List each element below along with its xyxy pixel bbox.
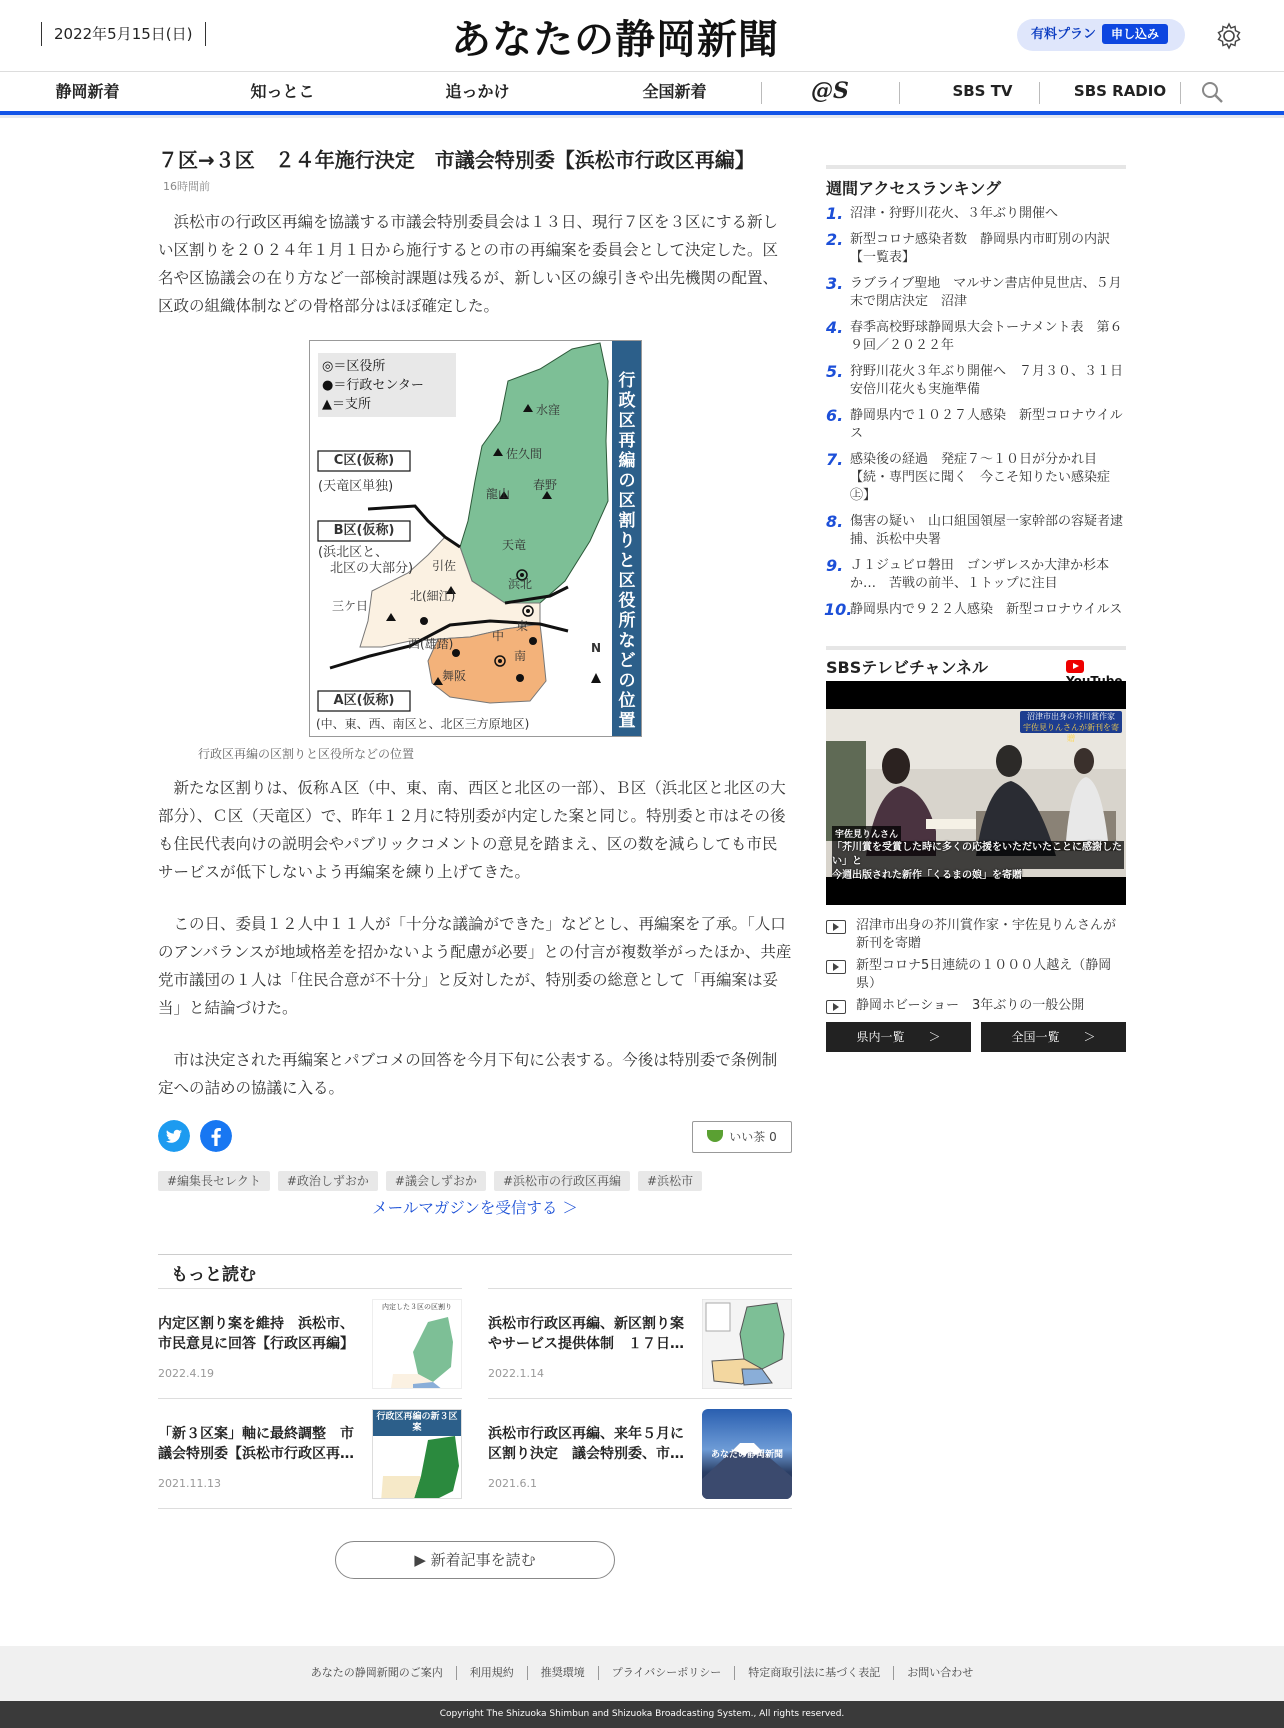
paid-plan-button[interactable] xyxy=(1017,19,1185,51)
footer-link-commerce[interactable]: 特定商取引法に基づく表記 xyxy=(734,1666,893,1680)
nav-at-s-logo[interactable]: @S xyxy=(811,78,849,104)
video-subtitle xyxy=(832,841,1124,883)
video-icon xyxy=(826,1000,846,1014)
copyright: Copyright The Shizuoka Shimbun and Shizuoka Broadcasting System., All rights reserved. xyxy=(0,1701,1284,1728)
rank-title: 沼津・狩野川花火、３年ぶり開催へ xyxy=(850,206,1059,221)
read-more-date: 2021.11.13 xyxy=(158,1477,221,1490)
article xyxy=(158,146,792,1569)
nav-shizuoka-new[interactable]: 静岡新着 xyxy=(55,82,120,101)
map-b-desc-line1: (浜北区と、 xyxy=(318,545,389,560)
map-b-label: B区(仮称) xyxy=(333,523,395,538)
rank-title: ラブライブ聖地 マルサン書店仲見世店、５月末で閉店決定 沼津 xyxy=(850,276,1122,309)
article-time-ago: 16時間前 xyxy=(163,180,210,193)
video-title: 新型コロナ5日連続の１０００人越え（静岡県） xyxy=(856,958,1112,991)
map-place-label: 春野 xyxy=(533,478,558,492)
rank-number: 1. xyxy=(826,204,844,223)
read-more-date: 2022.4.19 xyxy=(158,1367,214,1380)
rank-title: 春季高校野球静岡県大会トーナメント表 第６９回／２０２２年 xyxy=(850,320,1123,353)
thumbnail-map xyxy=(373,1436,462,1499)
video-banner xyxy=(1020,711,1122,743)
tag-assembly[interactable]: #議会しずおか xyxy=(386,1171,486,1191)
prefecture-list-label: 県内一覧 xyxy=(856,1030,905,1044)
nav-national-new[interactable]: 全国新着 xyxy=(642,82,707,101)
iicha-label: いい茶 xyxy=(729,1130,766,1144)
sidebar xyxy=(824,165,1126,1044)
figure-caption: 行政区再編の区割りと区役所などの位置 xyxy=(198,747,415,761)
map-a-desc: (中、東、西、南区と、北区三方原地区) xyxy=(316,717,530,731)
ranking-top-bar xyxy=(826,165,1126,169)
national-list-label: 全国一覧 xyxy=(1011,1030,1060,1044)
thumbnail-caption: あなたの静岡新聞 xyxy=(710,1450,783,1460)
nav-divider xyxy=(899,82,900,104)
rank-title: 新型コロナ感染者数 静岡県内市町別の内訳【一覧表】 xyxy=(850,232,1111,265)
map-place-label: 佐久間 xyxy=(506,447,543,461)
video-title: 沼津市出身の芥川賞作家・宇佐見りんさんが新刊を寄贈 xyxy=(856,918,1117,951)
footer-link-contact[interactable]: お問い合わせ xyxy=(893,1666,986,1680)
read-more-date: 2021.6.1 xyxy=(488,1477,537,1490)
map-b-desc xyxy=(318,545,413,577)
rank-number: 7. xyxy=(826,450,844,469)
read-more-title: 浜松市行政区再編、来年５月に区割り決定 議会特別委、市… xyxy=(488,1426,684,1462)
rank-number: 9. xyxy=(826,556,844,575)
map-a-label: A区(仮称) xyxy=(333,693,395,708)
read-more-thumbnail xyxy=(702,1409,792,1499)
tag-editor-select[interactable]: #編集長セレクト xyxy=(158,1171,270,1191)
tag-list xyxy=(158,1170,792,1191)
tag-politics[interactable]: #政治しずおか xyxy=(278,1171,378,1191)
rank-number: 10. xyxy=(824,600,853,619)
read-more-thumbnail xyxy=(702,1299,792,1389)
facebook-icon[interactable] xyxy=(200,1120,232,1152)
map-place-label: 南 xyxy=(514,649,527,663)
site-logo[interactable]: あなたの静岡新聞 xyxy=(451,16,779,63)
rank-number: 3. xyxy=(826,274,844,293)
read-more-title: 「新３区案」軸に最終調整 市議会特別委【浜松市行政区再… xyxy=(158,1426,354,1462)
nav-divider xyxy=(1180,82,1181,104)
map-place-label: 西(雄踏) xyxy=(408,637,454,651)
footer-link-terms[interactable]: 利用規約 xyxy=(456,1666,527,1680)
national-list-button[interactable] xyxy=(981,1022,1126,1052)
video-title: 静岡ホビーショー 3年ぶりの一般公開 xyxy=(856,998,1085,1013)
read-more-thumbnail xyxy=(372,1409,462,1499)
nav-sbs-radio[interactable]: SBS RADIO xyxy=(1073,82,1167,100)
rank-title: 感染後の経過 発症７～１０日が分かれ目【続・専門医に聞く 今こそ知りたい感染症㊤】 xyxy=(850,452,1111,503)
thumbnail-map xyxy=(373,1312,462,1389)
article-paragraph: 浜松市の行政区再編を協議する市議会特別委員会は１３日、現行７区を３区にする新しい区割りを２０２４年１月１日から施行するとの市の再編案を委員会として決定した。区名や区協議会の在り方など一部検討課題は残るが、新しい区の線引きや出先機関の配置、区政の組織体制などの骨格部分はほぼ確定した。 xyxy=(158,213,779,315)
apply-label: 申し込み xyxy=(1102,24,1168,44)
district-map-figure[interactable] xyxy=(309,340,642,737)
map-side-title: 行政区再編の区割りと区役所などの位置 xyxy=(618,371,636,731)
paid-plan-label: 有料プラン xyxy=(1031,27,1097,42)
chevron-right-icon: ＞ xyxy=(1083,1030,1096,1044)
read-more-title: 浜松市行政区再編、新区割り案やサービス提供体制 １７日… xyxy=(488,1316,684,1352)
map-legend xyxy=(322,357,424,414)
article-paragraph: 新たな区割りは、仮称Ａ区（中、東、南、西区と北区の一部）、Ｂ区（浜北区と北区の大部分）、Ｃ区（天竜区）で、昨年１２月に特別委が内定した案と同じ。特別委と市はその後も住民代表向けの説明会やパブリックコメントの意見を踏まえ、区の数を減らしても市民サービスが低下しないよう再編案を練り上げてきた。 xyxy=(158,779,786,881)
prefecture-list-button[interactable] xyxy=(826,1022,971,1052)
video-banner-line2: 宇佐見りんさんが新刊を寄贈 xyxy=(1023,723,1119,743)
map-place-label: 水窪 xyxy=(536,403,561,417)
tag-hamamatsu-ward[interactable]: #浜松市の行政区再編 xyxy=(494,1171,630,1191)
main-nav xyxy=(0,71,1284,111)
read-more-date: 2022.1.14 xyxy=(488,1367,544,1380)
thumbnail-caption: 行政区再編の新３区案 xyxy=(373,1410,461,1436)
mail-magazine-link[interactable]: メールマガジンを受信する ＞ xyxy=(372,1199,578,1217)
rank-number: 6. xyxy=(826,406,844,425)
rank-number: 8. xyxy=(826,512,844,531)
read-more-header xyxy=(158,1254,792,1288)
site-footer xyxy=(0,1646,1284,1701)
map-place-label: 中 xyxy=(492,629,505,643)
search-icon[interactable] xyxy=(1200,80,1224,104)
video-icon xyxy=(826,960,846,974)
read-more-thumbnail xyxy=(372,1299,462,1389)
map-place-label: 天竜 xyxy=(502,538,527,552)
video-subtitle-line2: 今週出版された新作「くるまの娘」を寄贈 xyxy=(832,870,1022,881)
footer-link-privacy[interactable]: プライバシーポリシー xyxy=(598,1666,734,1680)
nav-shittoko[interactable]: 知っとこ xyxy=(250,82,315,101)
map-b-desc-line2: 北区の大部分) xyxy=(330,561,414,576)
read-more-item[interactable] xyxy=(488,1398,792,1508)
map-place-label: 引佐 xyxy=(432,559,457,573)
read-more-item[interactable] xyxy=(488,1288,792,1398)
tag-hamamatsu[interactable]: #浜松市 xyxy=(638,1171,702,1191)
footer-link-environment[interactable]: 推奨環境 xyxy=(527,1666,598,1680)
video-icon xyxy=(826,920,846,934)
video-speaker-name: 宇佐見りんさん xyxy=(832,826,901,841)
legend-admin-center: ●＝行政センター xyxy=(322,378,424,393)
map-north-label: N xyxy=(591,641,602,655)
youtube-play-icon xyxy=(1066,660,1084,673)
rank-title: 静岡県内で９２２人感染 新型コロナウイルス xyxy=(850,602,1123,617)
nav-divider xyxy=(1039,82,1040,104)
rank-number: 4. xyxy=(826,318,844,337)
share-bar xyxy=(158,1120,792,1154)
read-more-heading: もっと読む xyxy=(171,1265,256,1285)
map-c-label: C区(仮称) xyxy=(333,453,395,468)
site-header xyxy=(0,0,1284,71)
map-place-label: 東 xyxy=(516,619,529,633)
video-subtitle-line1: 「芥川賞を受賞した時に多くの応援をいただいたことに感謝したい」と xyxy=(832,842,1122,867)
nav-shadow xyxy=(0,115,1284,118)
read-more-item[interactable] xyxy=(158,1398,462,1508)
tv-top-bar xyxy=(826,646,1126,650)
video-player[interactable] xyxy=(826,681,1126,905)
rank-title: 傷害の疑い 山口組国領屋一家幹部の容疑者逮捕、浜松中央署 xyxy=(850,514,1124,547)
iicha-count: 0 xyxy=(769,1130,777,1144)
tv-heading: SBSテレビチャンネル xyxy=(826,658,988,677)
ranking-heading: 週間アクセスランキング xyxy=(826,179,1002,198)
article-paragraph: この日、委員１２人中１１人が「十分な議論ができた」などとし、再編案を了承。「人口のアンバランスが地域格差を招かないよう配慮が必要」との付言が複数挙がったほか、共産党市議団の１人は「住民合意が不十分」と反対したが、特別委の総意として「再編案は妥当」と結論づけた。 xyxy=(158,915,792,1017)
map-place-label: 浜北 xyxy=(508,577,533,591)
chevron-right-icon: ＞ xyxy=(928,1030,941,1044)
map-place-label: 三ケ日 xyxy=(332,599,369,613)
thumbnail-caption: 内定した３区の区割り xyxy=(382,1303,452,1311)
current-date: 2022年5月15日(日) xyxy=(41,22,206,46)
read-more-divider xyxy=(158,1508,792,1509)
article-paragraph: 市は決定された再編案とパブコメの回答を今月下旬に公表する。今後は特別委で条例制定への詰めの協議に入る。 xyxy=(158,1051,778,1097)
youtube-logo[interactable] xyxy=(1066,660,1128,675)
nav-sbs-tv[interactable]: SBS TV xyxy=(952,82,1013,100)
twitter-icon[interactable] xyxy=(158,1120,190,1152)
tea-cup-icon xyxy=(707,1130,723,1142)
map-place-label: 舞阪 xyxy=(442,669,467,683)
article-title: ７区→３区 ２４年施行決定 市議会特別委【浜松市行政区再編】 xyxy=(158,148,755,172)
nav-okkake[interactable]: 追っかけ xyxy=(445,82,510,101)
read-more-item[interactable] xyxy=(158,1288,462,1398)
rank-number: 2. xyxy=(826,230,844,249)
nav-divider xyxy=(761,82,762,104)
read-more-title: 内定区割り案を維持 浜松市、市民意見に回答【行政区再編】 xyxy=(158,1316,354,1352)
gear-icon[interactable] xyxy=(1215,22,1243,50)
rank-title: 狩野川花火３年ぶり開催へ ７月３０、３１日安倍川花火も実施準備 xyxy=(850,364,1124,397)
legend-branch: ▲＝支所 xyxy=(322,397,371,412)
map-place-label: 龍山 xyxy=(486,487,511,501)
rank-title: 静岡県内で１０２７人感染 新型コロナウイルス xyxy=(850,408,1123,441)
map-place-label: 北(細江) xyxy=(410,589,456,603)
read-new-articles-button[interactable]: ▶ 新着記事を読む xyxy=(335,1541,615,1579)
footer-links xyxy=(0,1666,1284,1680)
map-c-desc: (天竜区単独) xyxy=(318,479,394,494)
rank-number: 5. xyxy=(826,362,844,381)
rank-title: Ｊ１ジュビロ磐田 ゴンザレスか大津か杉本か… 苦戦の前半、１トップに注目 xyxy=(850,558,1110,591)
iicha-like-button[interactable] xyxy=(692,1121,792,1153)
video-banner-line1: 沼津市出身の芥川賞作家 xyxy=(1027,712,1115,721)
legend-ward-office: ◎＝区役所 xyxy=(322,359,386,374)
footer-link-about[interactable]: あなたの静岡新聞のご案内 xyxy=(310,1666,443,1679)
